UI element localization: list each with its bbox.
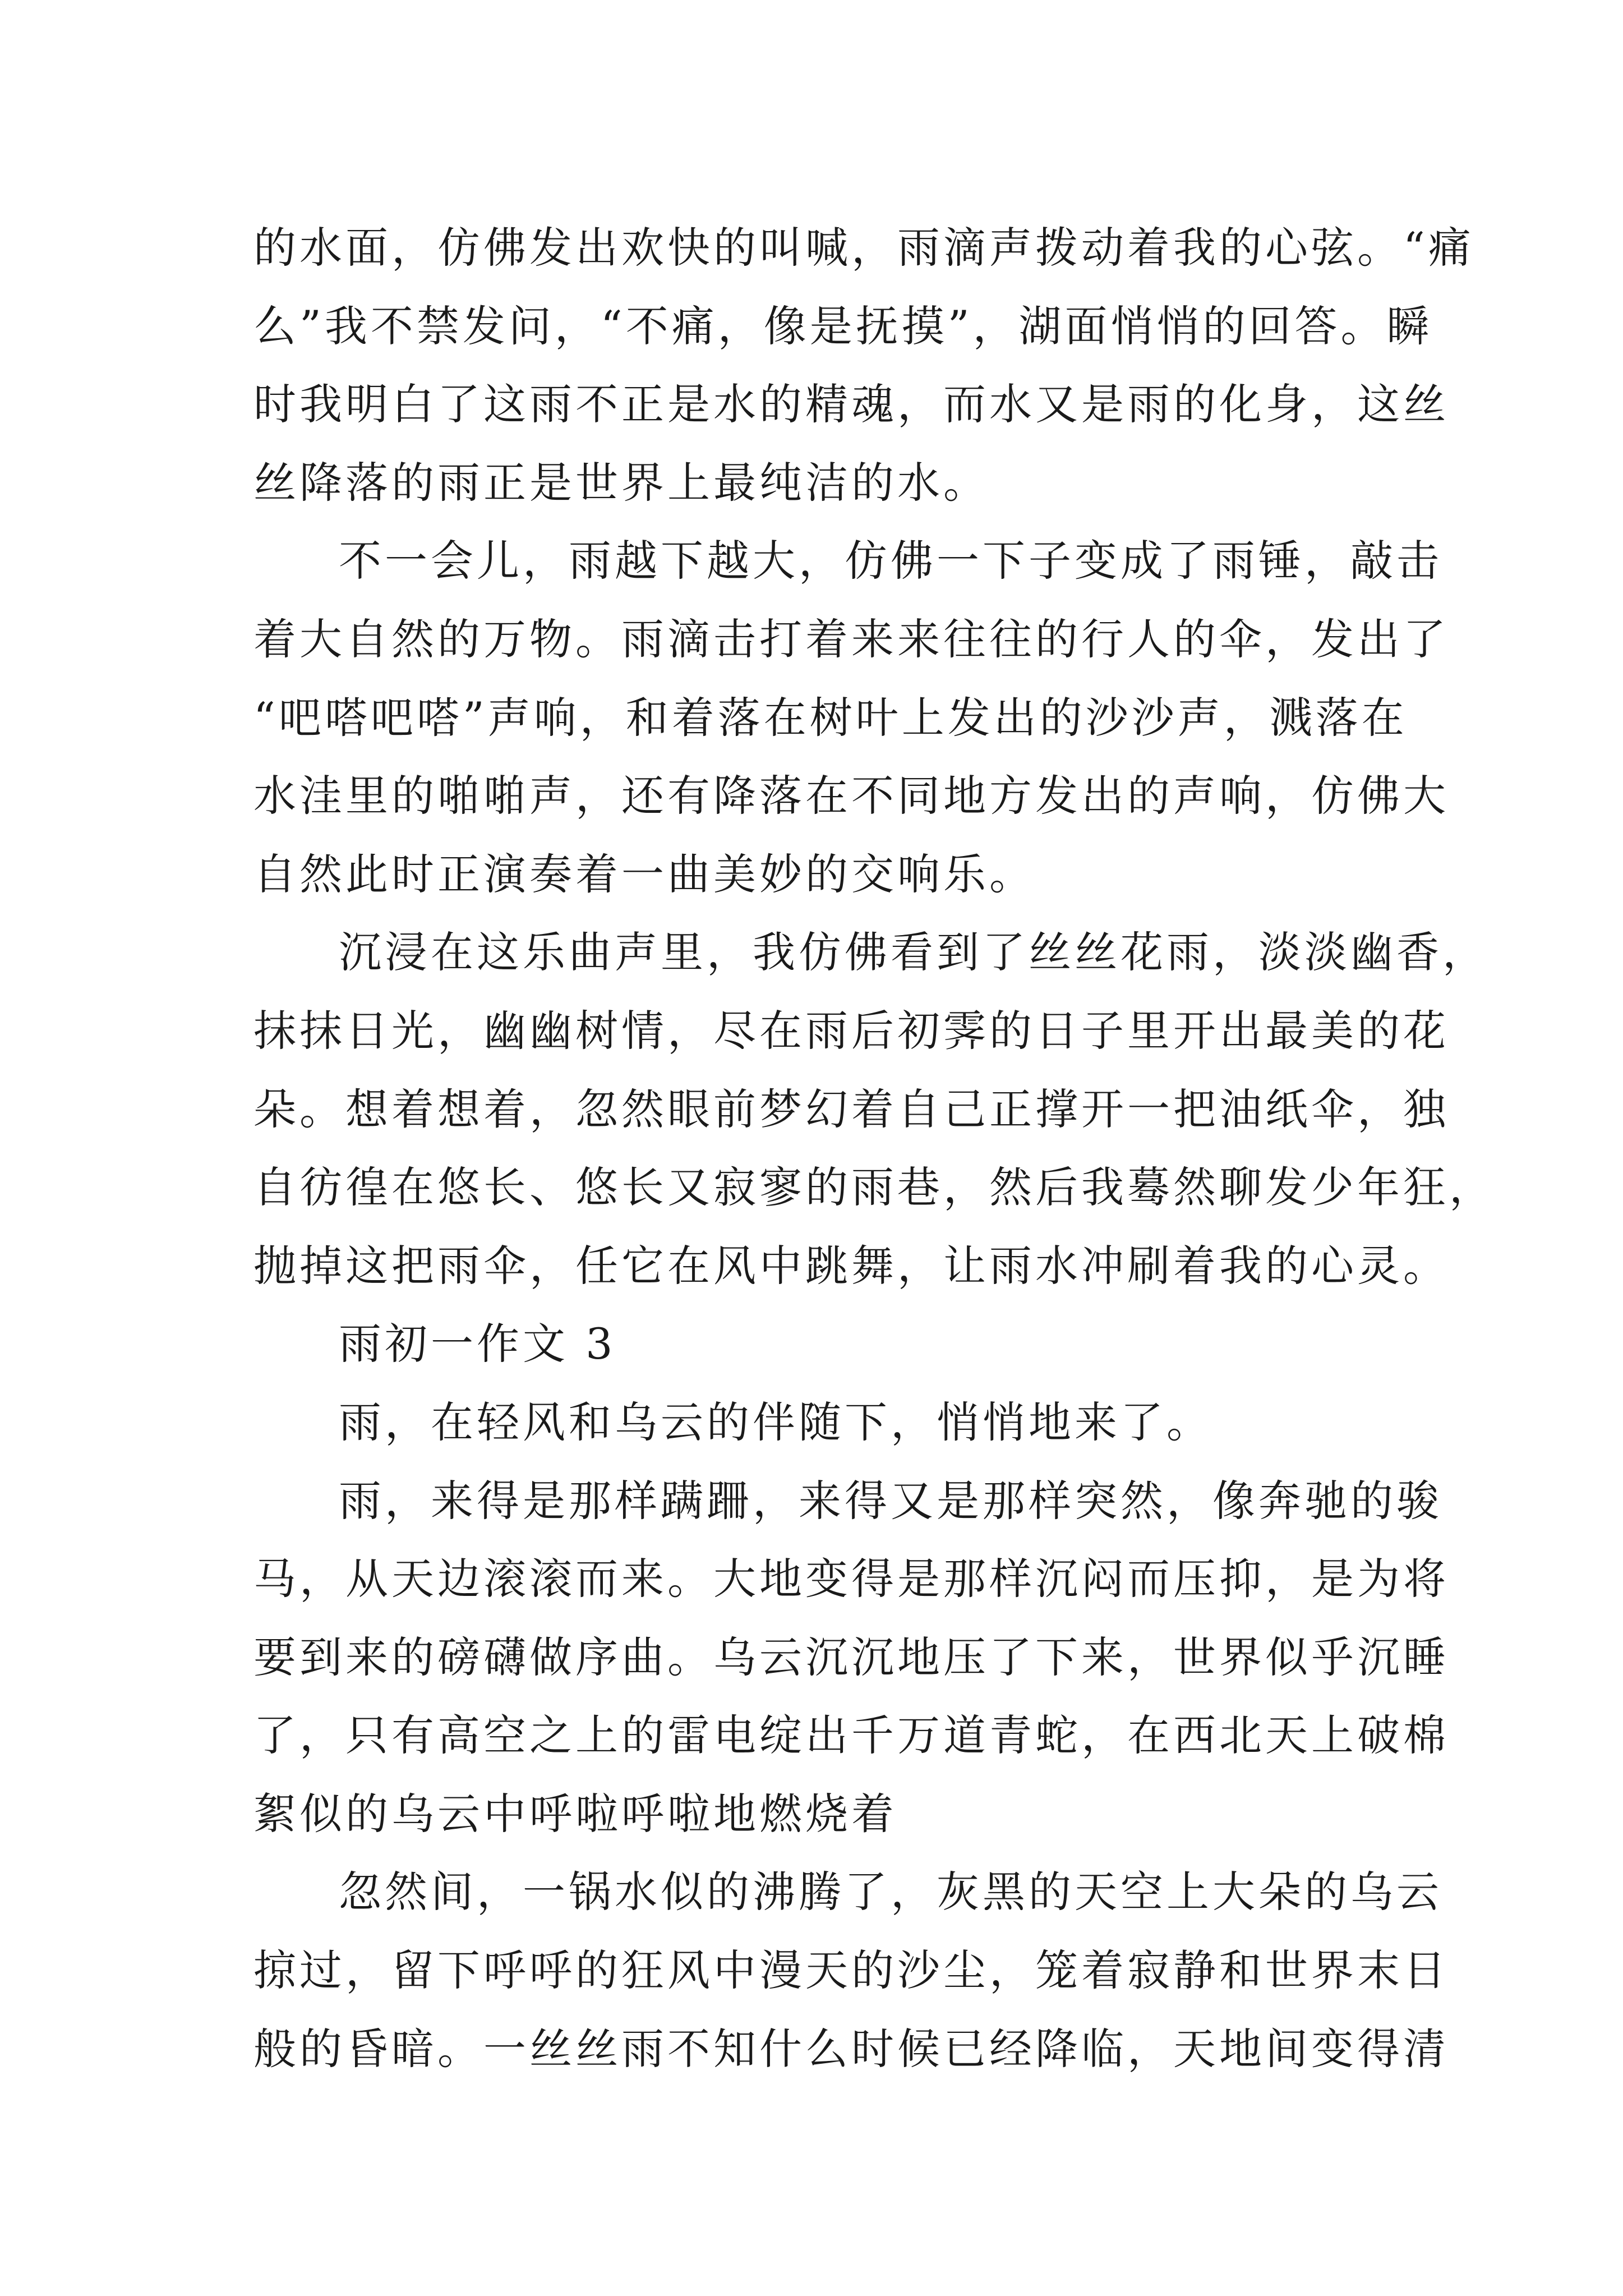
text-line: 着大自然的万物。雨滴击打着来来往往的行人的伞，发出了 bbox=[253, 614, 1449, 664]
text-line: 水洼里的啪啪声，还有降落在不同地方发出的声响，仿佛大 bbox=[253, 771, 1449, 821]
paragraph-first-line: 雨，在轻风和乌云的伴随下，悄悄地来了。 bbox=[339, 1397, 1212, 1447]
text-line: 时我明白了这雨不正是水的精魂，而水又是雨的化身，这丝 bbox=[253, 379, 1449, 430]
text-line: 要到来的磅礴做序曲。乌云沉沉地压了下来，世界似乎沉睡 bbox=[253, 1632, 1449, 1682]
text-line: 掠过，留下呼呼的狂风中漫天的沙尘，笼着寂静和世界末日 bbox=[253, 1945, 1449, 1996]
text-line: 朵。想着想着，忽然眼前梦幻着自己正撑开一把油纸伞，独 bbox=[253, 1084, 1449, 1134]
paragraph-first-line: 不一会儿，雨越下越大，仿佛一下子变成了雨锤，敲击 bbox=[339, 536, 1442, 586]
text-line: 的水面，仿佛发出欢快的叫喊，雨滴声拨动着我的心弦。“痛 bbox=[253, 223, 1474, 273]
text-line: 般的昏暗。一丝丝雨不知什么时候已经降临，天地间变得清 bbox=[253, 2023, 1449, 2074]
paragraph-first-line: 忽然间，一锅水似的沸腾了，灰黑的天空上大朵的乌云 bbox=[339, 1867, 1442, 1917]
text-line: 絮似的乌云中呼啦呼啦地燃烧着 bbox=[253, 1788, 897, 1839]
text-line: 么”我不禁发问，“不痛，像是抚摸”，湖面悄悄的回答。瞬 bbox=[253, 301, 1433, 351]
text-line: 了，只有高空之上的雷电绽出千万道青蛇，在西北天上破棉 bbox=[253, 1710, 1449, 1761]
text-line: 抛掉这把雨伞，任它在风中跳舞，让雨水冲刷着我的心灵。 bbox=[253, 1240, 1449, 1291]
section-heading: 雨初一作文 3 bbox=[339, 1319, 616, 1369]
paragraph-first-line: 雨，来得是那样蹒跚，来得又是那样突然，像奔驰的骏 bbox=[339, 1475, 1442, 1526]
text-line: 丝降落的雨正是世界上最纯洁的水。 bbox=[253, 457, 989, 508]
text-line: 抹抹日光，幽幽树情，尽在雨后初霁的日子里开出最美的花 bbox=[253, 1005, 1449, 1056]
text-line: 自彷徨在悠长、悠长又寂寥的雨巷，然后我蓦然聊发少年狂， bbox=[253, 1162, 1495, 1213]
text-line: 马，从天边滚滚而来。大地变得是那样沉闷而压抑，是为将 bbox=[253, 1554, 1449, 1604]
text-line: “吧嗒吧嗒”声响，和着落在树叶上发出的沙沙声，溅落在 bbox=[253, 692, 1408, 743]
paragraph-first-line: 沉浸在这乐曲声里，我仿佛看到了丝丝花雨，淡淡幽香， bbox=[339, 927, 1488, 978]
text-line: 自然此时正演奏着一曲美妙的交响乐。 bbox=[253, 849, 1035, 899]
document-body bbox=[253, 209, 1495, 2088]
